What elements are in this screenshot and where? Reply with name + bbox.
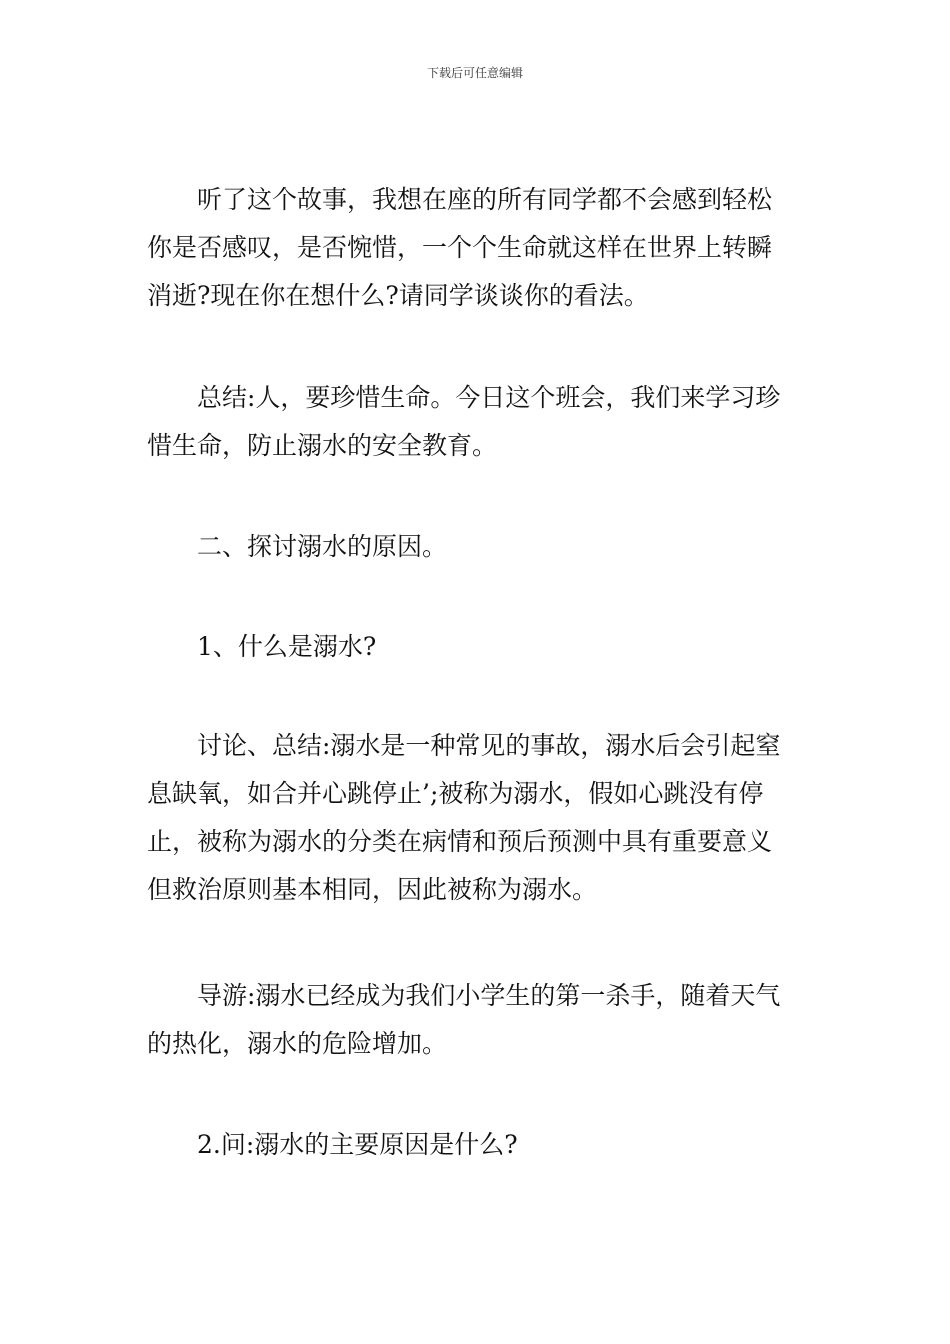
question-what-is-drowning — [147, 623, 807, 671]
section-heading-causes — [147, 523, 807, 571]
paragraph-story-reflection — [147, 176, 807, 320]
paragraph-line: 总结:人，要珍惜生命。今日这个班会，我们来学习珍 — [197, 383, 781, 412]
paragraph-guide — [147, 972, 807, 1068]
paragraph-line: 听了这个故事，我想在座的所有同学都不会感到轻松 — [197, 185, 773, 214]
paragraph-line: 的热化，溺水的危险增加。 — [147, 1029, 448, 1058]
paragraph-line: 止，被称为溺水的分类在病情和预后预测中具有重要意义 — [147, 827, 773, 856]
paragraph-line: 但救治原则基本相同，因此被称为溺水。 — [147, 875, 598, 904]
paragraph-discussion — [147, 722, 807, 914]
page-header: 下载后可任意编辑 — [426, 66, 523, 80]
paragraph-line: 消逝?现在你在想什么?请同学谈谈你的看法。 — [147, 281, 649, 310]
paragraph-line: 二、探讨溺水的原因。 — [197, 532, 448, 561]
paragraph-line: 你是否感叹，是否惋惜，一个个生命就这样在世界上转瞬 — [147, 233, 773, 262]
paragraph-line: 导游:溺水已经成为我们小学生的第一杀手，随着天气 — [197, 981, 781, 1010]
paragraph-line: 惜生命，防止溺水的安全教育。 — [147, 431, 498, 460]
paragraph-line: 讨论、总结:溺水是一种常见的事故，溺水后会引起窒 — [197, 731, 781, 760]
paragraph-line: 2.问:溺水的主要原因是什么? — [197, 1130, 518, 1159]
paragraph-line: 息缺氧，如合并心跳停止’;被称为溺水，假如心跳没有停 — [147, 779, 764, 808]
paragraph-line: 1、什么是溺水? — [197, 632, 377, 661]
question-main-causes — [147, 1121, 807, 1169]
paragraph-summary — [147, 374, 807, 470]
